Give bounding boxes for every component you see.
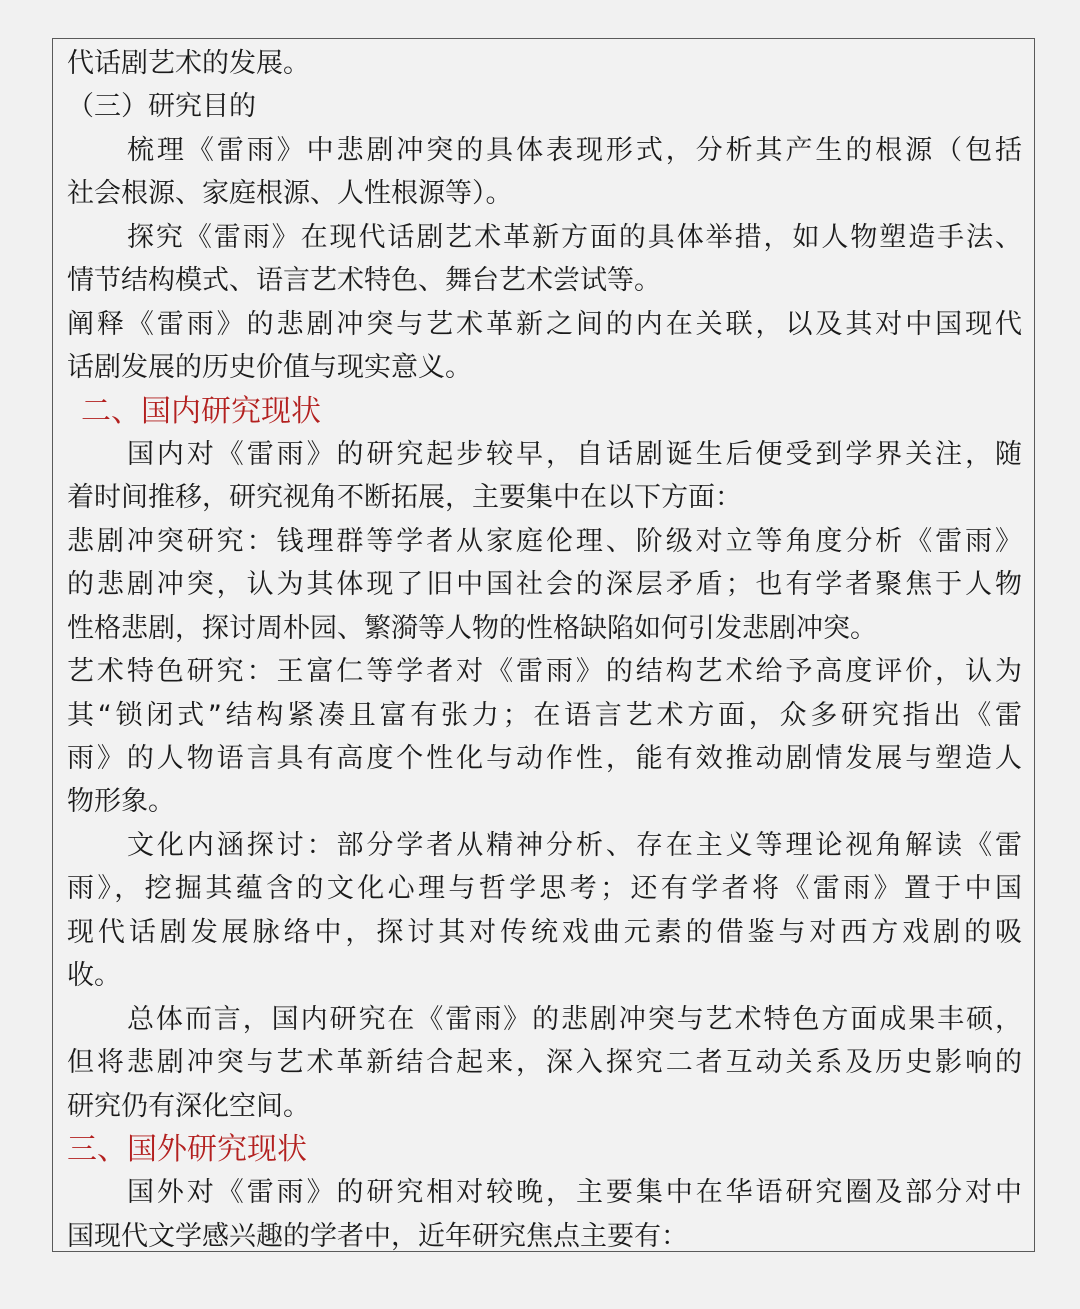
heading-text: 三、国外研究现状 xyxy=(67,1131,307,1167)
text-line: 情节结构模式、语言艺术特色、舞台艺术尝试等。 xyxy=(67,265,661,297)
heading-text: 二、国内研究现状 xyxy=(81,393,321,429)
text-line: 悲剧冲突研究：钱理群等学者从家庭伦理、阶级对立等角度分析《雷雨》 xyxy=(67,525,1022,557)
section-heading xyxy=(67,390,1022,433)
text-line: 梳理《雷雨》中悲剧冲突的具体表现形式，分析其产生的根源（包括 xyxy=(127,134,1022,166)
text-line: 雨》，挖掘其蕴含的文化心理与哲学思考；还有学者将《雷雨》置于中国 xyxy=(67,873,1022,905)
text-line: 雨》的人物语言具有高度个性化与动作性，能有效推动剧情发展与塑造人 xyxy=(67,743,1022,774)
text-line: 其“锁闭式”结构紧凑且富有张力；在语言艺术方面，众多研究指出《雷 xyxy=(67,699,1022,731)
text-line: 收。 xyxy=(67,960,121,992)
paragraph xyxy=(67,129,1022,216)
paragraph xyxy=(67,216,1022,303)
paragraph xyxy=(67,998,1022,1128)
paragraph xyxy=(67,650,1022,824)
paragraph xyxy=(67,433,1022,520)
text-line: （三）研究目的 xyxy=(67,91,256,123)
text-line: 阐释《雷雨》的悲剧冲突与艺术革新之间的内在关联，以及其对中国现代 xyxy=(67,308,1022,340)
paragraph xyxy=(67,1171,1022,1258)
paragraph xyxy=(67,42,1022,85)
text-line: 现代话剧发展脉络中，探讨其对传统戏曲元素的借鉴与对西方戏剧的吸 xyxy=(67,916,1022,948)
text-line: 性格悲剧，探讨周朴园、繁漪等人物的性格缺陷如何引发悲剧冲突。 xyxy=(67,612,877,644)
text-line: 但将悲剧冲突与艺术革新结合起来，深入探究二者互动关系及历史影响的 xyxy=(67,1047,1022,1079)
text-line: 话剧发展的历史价值与现实意义。 xyxy=(67,352,472,384)
text-line: 国外对《雷雨》的研究相对较晚，主要集中在华语研究圈及部分对中 xyxy=(127,1177,1022,1209)
text-line: 社会根源、家庭根源、人性根源等）。 xyxy=(67,178,513,210)
text-line: 研究仍有深化空间。 xyxy=(67,1090,310,1122)
text-line: 探究《雷雨》在现代话剧艺术革新方面的具体举措，如人物塑造手法、 xyxy=(127,221,1022,253)
text-line: 文化内涵探讨：部分学者从精神分析、存在主义等理论视角解读《雷 xyxy=(127,829,1022,861)
paragraph xyxy=(67,520,1022,650)
section-heading xyxy=(67,1128,1022,1171)
text-line: 总体而言，国内研究在《雷雨》的悲剧冲突与艺术特色方面成果丰硕， xyxy=(127,1003,1022,1035)
paragraph xyxy=(67,85,1022,128)
text-line: 着时间推移，研究视角不断拓展，主要集中在以下方面： xyxy=(67,482,742,514)
document-page xyxy=(52,38,1035,1252)
text-line: 艺术特色研究：王富仁等学者对《雷雨》的结构艺术给予高度评价，认为 xyxy=(67,656,1022,688)
paragraph xyxy=(67,824,1022,998)
text-line: 的悲剧冲突，认为其体现了旧中国社会的深层矛盾；也有学者聚焦于人物 xyxy=(67,569,1022,601)
text-line: 代话剧艺术的发展。 xyxy=(67,48,310,79)
text-line: 国内对《雷雨》的研究起步较早，自话剧诞生后便受到学界关注，随 xyxy=(127,438,1022,470)
text-line: 国现代文学感兴趣的学者中，近年研究焦点主要有： xyxy=(67,1220,688,1252)
text-line: 物形象。 xyxy=(67,786,175,818)
paragraph xyxy=(67,303,1022,390)
